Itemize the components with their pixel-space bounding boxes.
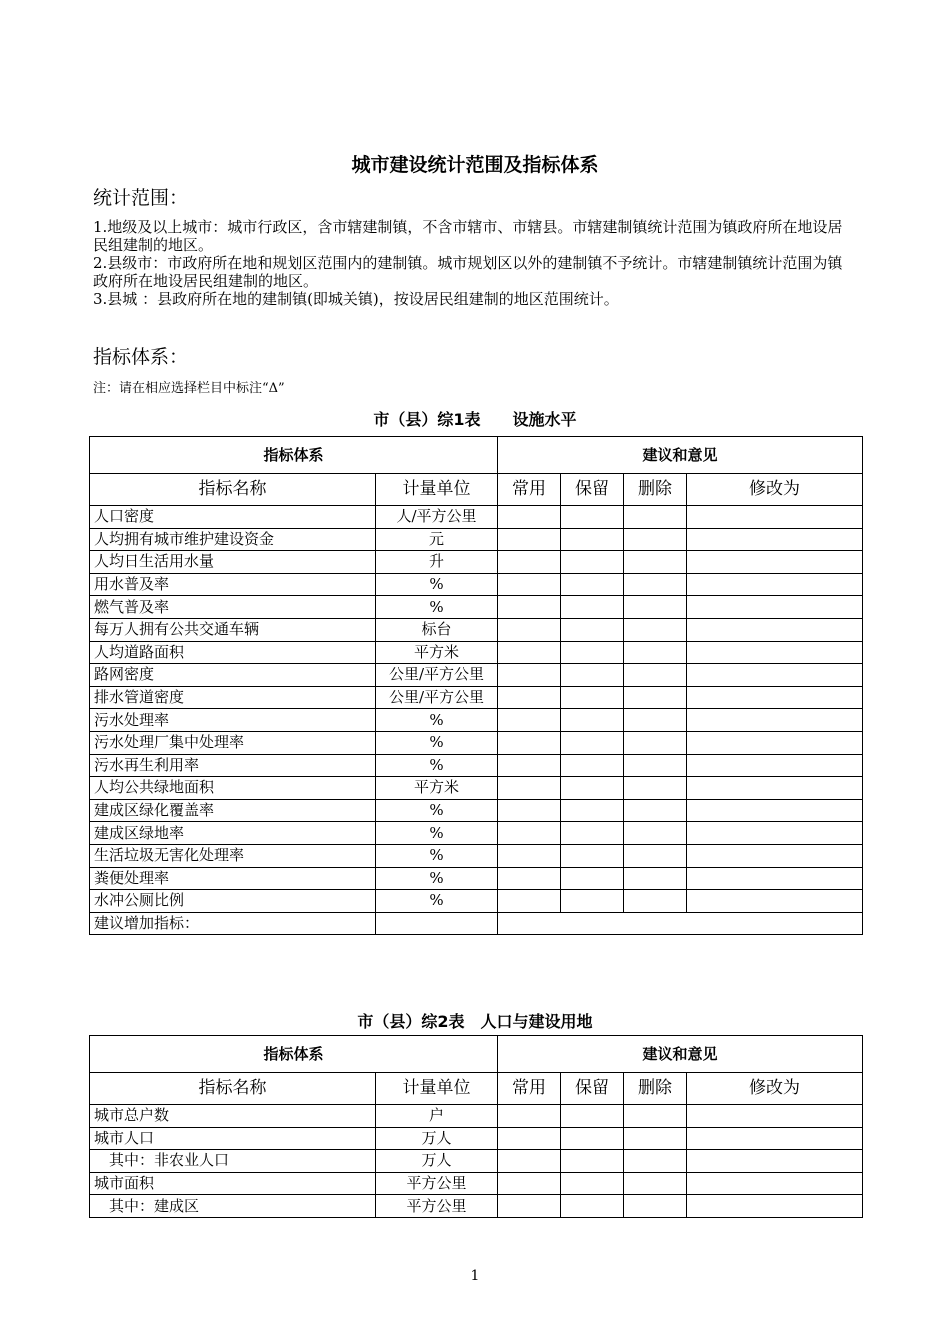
- keep-cell[interactable]: [561, 731, 624, 754]
- table-row: [90, 551, 863, 574]
- modify-cell[interactable]: [687, 1150, 863, 1173]
- delete-cell[interactable]: [624, 641, 687, 664]
- indicator-unit: 标台: [376, 618, 498, 641]
- delete-cell[interactable]: [624, 799, 687, 822]
- table-row: [90, 754, 863, 777]
- common-cell[interactable]: [498, 777, 561, 800]
- table-row: [90, 506, 863, 529]
- modify-cell[interactable]: [687, 506, 863, 529]
- delete-cell[interactable]: [624, 686, 687, 709]
- common-cell[interactable]: [498, 822, 561, 845]
- delete-cell[interactable]: [624, 844, 687, 867]
- keep-cell[interactable]: [561, 754, 624, 777]
- common-cell[interactable]: [498, 641, 561, 664]
- table-row: [90, 867, 863, 890]
- group-left-header: 指标体系: [90, 437, 498, 474]
- keep-cell[interactable]: [561, 1127, 624, 1150]
- delete-cell[interactable]: [624, 618, 687, 641]
- keep-cell[interactable]: [561, 1172, 624, 1195]
- common-cell[interactable]: [498, 799, 561, 822]
- system-heading: 指标体系：: [93, 346, 189, 368]
- delete-cell[interactable]: [624, 528, 687, 551]
- group-right-header: 建议和意见: [498, 1036, 863, 1073]
- common-cell[interactable]: [498, 528, 561, 551]
- keep-cell[interactable]: [561, 1150, 624, 1173]
- indicator-unit: 平方公里: [376, 1195, 498, 1218]
- keep-cell[interactable]: [561, 506, 624, 529]
- common-cell[interactable]: [498, 731, 561, 754]
- indicator-unit: 元: [376, 528, 498, 551]
- modify-cell[interactable]: [687, 686, 863, 709]
- keep-cell[interactable]: [561, 844, 624, 867]
- keep-cell[interactable]: [561, 799, 624, 822]
- delete-cell[interactable]: [624, 506, 687, 529]
- table-row: [90, 1172, 863, 1195]
- indicator-name: 其中：建成区: [90, 1195, 376, 1218]
- scope-item: 2.县级市：市政府所在地和规划区范围内的建制镇。城市规划区以外的建制镇不予统计。市辖建制镇统计范围为镇政府所在地设居民组建制的地区。: [93, 254, 843, 290]
- delete-cell[interactable]: [624, 596, 687, 619]
- modify-cell[interactable]: [687, 573, 863, 596]
- scope-text: [93, 218, 853, 308]
- indicator-unit: 平方米: [376, 641, 498, 664]
- modify-cell[interactable]: [687, 1172, 863, 1195]
- modify-cell[interactable]: [687, 551, 863, 574]
- table1: [89, 436, 863, 935]
- table-row: [90, 1105, 863, 1128]
- common-cell[interactable]: [498, 551, 561, 574]
- table-row: [90, 1127, 863, 1150]
- table-group-header: [90, 1036, 863, 1073]
- keep-cell[interactable]: [561, 890, 624, 913]
- table-column-header: [90, 1073, 863, 1105]
- indicator-unit: %: [376, 799, 498, 822]
- common-cell[interactable]: [498, 867, 561, 890]
- document-title: 城市建设统计范围及指标体系: [351, 154, 599, 176]
- modify-cell[interactable]: [687, 777, 863, 800]
- table-row: [90, 686, 863, 709]
- indicator-name: 城市面积: [90, 1172, 376, 1195]
- keep-cell[interactable]: [561, 573, 624, 596]
- delete-cell[interactable]: [624, 822, 687, 845]
- modify-cell[interactable]: [687, 618, 863, 641]
- common-cell[interactable]: [498, 1105, 561, 1128]
- indicator-name: 水冲公厕比例: [90, 890, 376, 913]
- scope-heading: 统计范围：: [93, 187, 189, 209]
- indicator-unit: %: [376, 867, 498, 890]
- delete-cell[interactable]: [624, 1127, 687, 1150]
- indicator-name: 排水管道密度: [90, 686, 376, 709]
- modify-cell[interactable]: [687, 731, 863, 754]
- col-name-header: 指标名称: [90, 474, 376, 506]
- indicator-unit: %: [376, 596, 498, 619]
- delete-cell[interactable]: [624, 754, 687, 777]
- keep-cell[interactable]: [561, 1195, 624, 1218]
- keep-cell[interactable]: [561, 618, 624, 641]
- indicator-name: 城市总户数: [90, 1105, 376, 1128]
- keep-cell[interactable]: [561, 822, 624, 845]
- common-cell[interactable]: [498, 664, 561, 687]
- indicator-name: 生活垃圾无害化处理率: [90, 844, 376, 867]
- indicator-unit: 万人: [376, 1127, 498, 1150]
- page-number: 1: [470, 1268, 480, 1284]
- col-unit-header: 计量单位: [376, 1073, 498, 1105]
- col-delete-header: 删除: [624, 1073, 687, 1105]
- common-cell[interactable]: [498, 596, 561, 619]
- indicator-unit: 平方米: [376, 777, 498, 800]
- modify-cell[interactable]: [687, 822, 863, 845]
- table2: [89, 1035, 863, 1218]
- indicator-name: 其中：非农业人口: [90, 1150, 376, 1173]
- indicator-unit: %: [376, 709, 498, 732]
- keep-cell[interactable]: [561, 686, 624, 709]
- indicator-name: 燃气普及率: [90, 596, 376, 619]
- keep-cell[interactable]: [561, 867, 624, 890]
- col-common-header: 常用: [498, 474, 561, 506]
- indicator-name: 用水普及率: [90, 573, 376, 596]
- common-cell[interactable]: [498, 1150, 561, 1173]
- indicator-unit: 升: [376, 551, 498, 574]
- table-row: [90, 1195, 863, 1218]
- indicator-unit: %: [376, 754, 498, 777]
- keep-cell[interactable]: [561, 641, 624, 664]
- table1-caption: 市（县）综1表 设施水平: [373, 410, 577, 429]
- col-modify-header: 修改为: [687, 474, 863, 506]
- indicator-name: 污水处理率: [90, 709, 376, 732]
- common-cell[interactable]: [498, 1127, 561, 1150]
- indicator-unit: %: [376, 731, 498, 754]
- indicator-unit: %: [376, 844, 498, 867]
- common-cell[interactable]: [498, 890, 561, 913]
- modify-cell[interactable]: [687, 844, 863, 867]
- indicator-unit: %: [376, 573, 498, 596]
- col-keep-header: 保留: [561, 474, 624, 506]
- keep-cell[interactable]: [561, 1105, 624, 1128]
- scope-item: 1.地级及以上城市：城市行政区，含市辖建制镇，不含市辖市、市辖县。市辖建制镇统计范围为镇政府所在地设居民组建制的地区。: [93, 218, 843, 254]
- table-row: [90, 596, 863, 619]
- common-cell[interactable]: [498, 618, 561, 641]
- delete-cell[interactable]: [624, 1195, 687, 1218]
- modify-cell[interactable]: [687, 1127, 863, 1150]
- table-row: [90, 844, 863, 867]
- delete-cell[interactable]: [624, 777, 687, 800]
- common-cell[interactable]: [498, 686, 561, 709]
- common-cell[interactable]: [498, 709, 561, 732]
- common-cell[interactable]: [498, 1172, 561, 1195]
- modify-cell[interactable]: [687, 596, 863, 619]
- keep-cell[interactable]: [561, 664, 624, 687]
- note-text: 注：请在相应选择栏目中标注“Δ”: [93, 381, 285, 396]
- table-row: [90, 664, 863, 687]
- common-cell[interactable]: [498, 573, 561, 596]
- common-cell[interactable]: [498, 844, 561, 867]
- table-row: [90, 822, 863, 845]
- indicator-name: 建成区绿地率: [90, 822, 376, 845]
- modify-cell[interactable]: [687, 664, 863, 687]
- indicator-name: 人均公共绿地面积: [90, 777, 376, 800]
- extra-suggestion-row: [90, 912, 863, 935]
- keep-cell[interactable]: [561, 551, 624, 574]
- delete-cell[interactable]: [624, 1105, 687, 1128]
- group-left-header: 指标体系: [90, 1036, 498, 1073]
- indicator-unit: 户: [376, 1105, 498, 1128]
- extra-indicator-label: 建议增加指标：: [90, 912, 376, 935]
- indicator-name: 人均道路面积: [90, 641, 376, 664]
- indicator-name: 人口密度: [90, 506, 376, 529]
- delete-cell[interactable]: [624, 890, 687, 913]
- delete-cell[interactable]: [624, 551, 687, 574]
- modify-cell[interactable]: [687, 1195, 863, 1218]
- keep-cell[interactable]: [561, 528, 624, 551]
- table-row: [90, 731, 863, 754]
- indicator-unit: %: [376, 890, 498, 913]
- delete-cell[interactable]: [624, 664, 687, 687]
- table-row: [90, 1150, 863, 1173]
- table-row: [90, 777, 863, 800]
- modify-cell[interactable]: [687, 641, 863, 664]
- indicator-unit: %: [376, 822, 498, 845]
- table-row: [90, 641, 863, 664]
- keep-cell[interactable]: [561, 709, 624, 732]
- indicator-name: 人均拥有城市维护建设资金: [90, 528, 376, 551]
- col-keep-header: 保留: [561, 1073, 624, 1105]
- extra-unit-cell[interactable]: [376, 912, 498, 935]
- modify-cell[interactable]: [687, 890, 863, 913]
- modify-cell[interactable]: [687, 799, 863, 822]
- indicator-name: 污水再生利用率: [90, 754, 376, 777]
- indicator-unit: 万人: [376, 1150, 498, 1173]
- col-common-header: 常用: [498, 1073, 561, 1105]
- delete-cell[interactable]: [624, 1172, 687, 1195]
- delete-cell[interactable]: [624, 731, 687, 754]
- common-cell[interactable]: [498, 754, 561, 777]
- col-delete-header: 删除: [624, 474, 687, 506]
- table-row: [90, 618, 863, 641]
- indicator-name: 每万人拥有公共交通车辆: [90, 618, 376, 641]
- common-cell[interactable]: [498, 506, 561, 529]
- table-row: [90, 709, 863, 732]
- table-group-header: [90, 437, 863, 474]
- table-row: [90, 528, 863, 551]
- modify-cell[interactable]: [687, 867, 863, 890]
- delete-cell[interactable]: [624, 573, 687, 596]
- indicator-unit: 平方公里: [376, 1172, 498, 1195]
- table-column-header: [90, 474, 863, 506]
- indicator-unit: 公里/平方公里: [376, 664, 498, 687]
- col-unit-header: 计量单位: [376, 474, 498, 506]
- indicator-name: 人均日生活用水量: [90, 551, 376, 574]
- delete-cell[interactable]: [624, 867, 687, 890]
- indicator-name: 粪便处理率: [90, 867, 376, 890]
- table2-caption: 市（县）综2表 人口与建设用地: [357, 1012, 593, 1031]
- table-row: [90, 890, 863, 913]
- col-modify-header: 修改为: [687, 1073, 863, 1105]
- modify-cell[interactable]: [687, 1105, 863, 1128]
- indicator-name: 建成区绿化覆盖率: [90, 799, 376, 822]
- keep-cell[interactable]: [561, 596, 624, 619]
- table-row: [90, 573, 863, 596]
- scope-item: 3.县城 ：县政府所在地的建制镇(即城关镇)，按设居民组建制的地区范围统计。: [93, 290, 619, 308]
- delete-cell[interactable]: [624, 1150, 687, 1173]
- group-right-header: 建议和意见: [498, 437, 863, 474]
- extra-suggestion-cell[interactable]: [498, 912, 863, 935]
- indicator-name: 城市人口: [90, 1127, 376, 1150]
- modify-cell[interactable]: [687, 754, 863, 777]
- modify-cell[interactable]: [687, 528, 863, 551]
- indicator-name: 污水处理厂集中处理率: [90, 731, 376, 754]
- table-row: [90, 799, 863, 822]
- indicator-unit: 人/平方公里: [376, 506, 498, 529]
- col-name-header: 指标名称: [90, 1073, 376, 1105]
- keep-cell[interactable]: [561, 777, 624, 800]
- delete-cell[interactable]: [624, 709, 687, 732]
- common-cell[interactable]: [498, 1195, 561, 1218]
- indicator-name: 路网密度: [90, 664, 376, 687]
- indicator-unit: 公里/平方公里: [376, 686, 498, 709]
- modify-cell[interactable]: [687, 709, 863, 732]
